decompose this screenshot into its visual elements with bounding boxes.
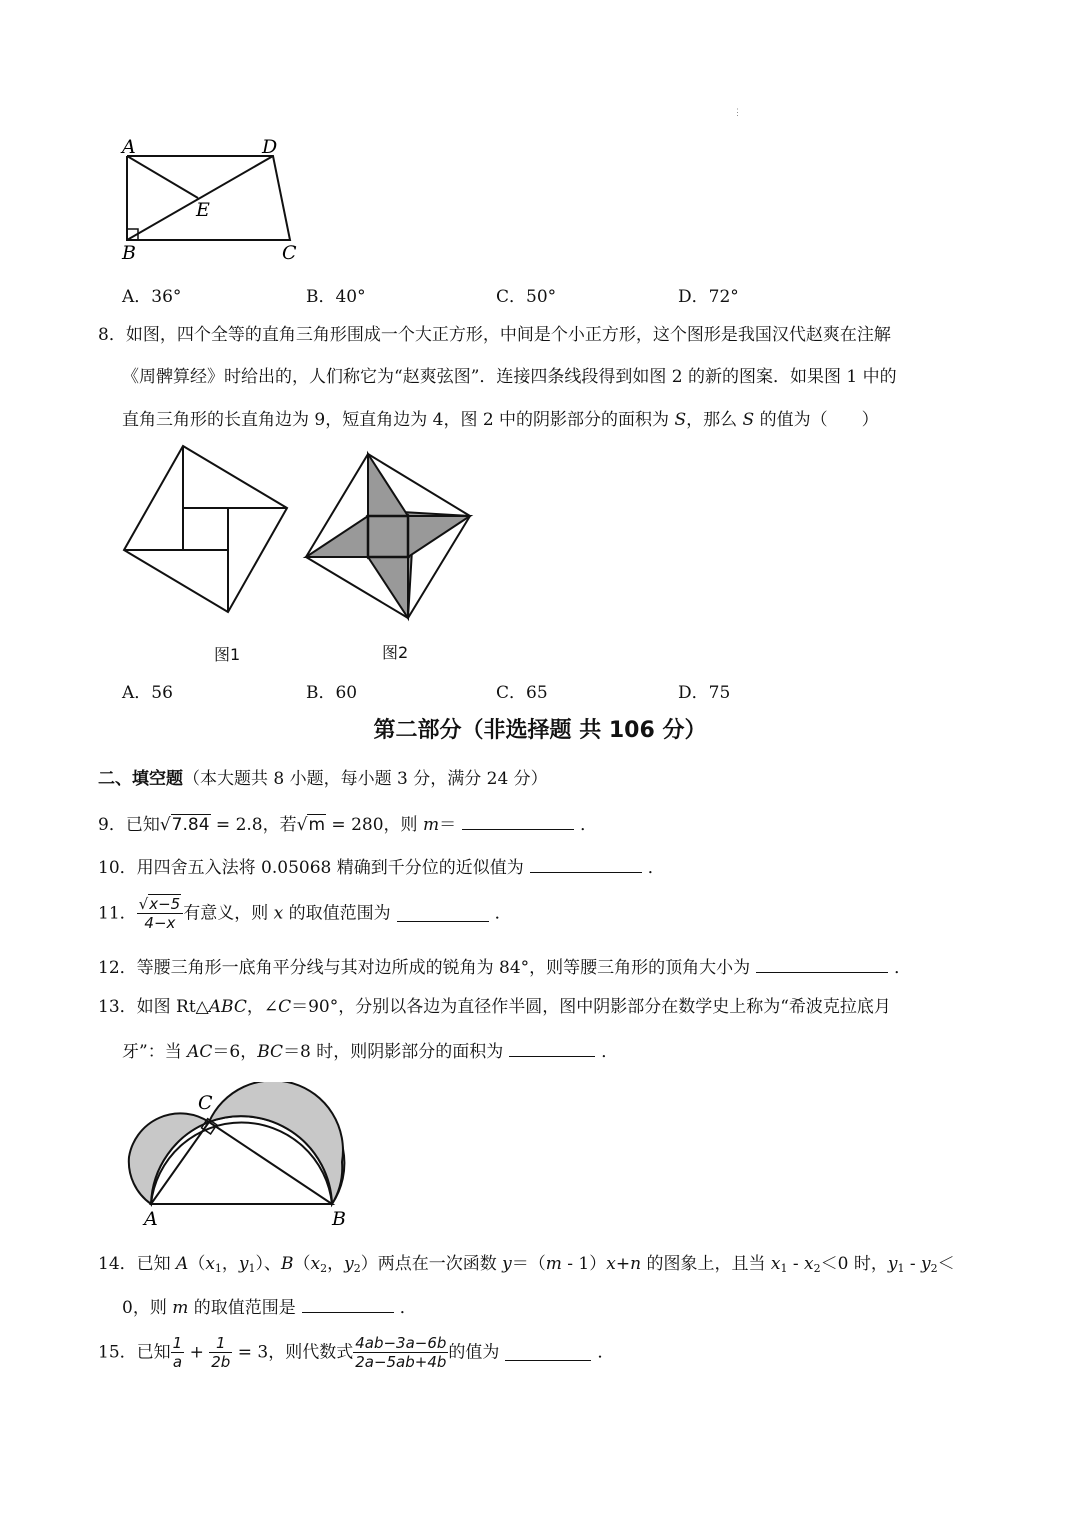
q14-line2-a: 0，则 <box>122 1298 173 1318</box>
q14-line-2 <box>122 1296 417 1318</box>
q8-option-a: A．56 <box>122 683 173 703</box>
q7-option-d: D．72° <box>678 287 739 307</box>
top-mark: ⋮ <box>733 108 742 118</box>
q10-end: ． <box>647 858 665 878</box>
q14-p5: ＝（ <box>511 1254 546 1274</box>
q14-cs1: 1 <box>780 1262 788 1275</box>
q11-numerator: √x−5 <box>137 895 184 914</box>
q8-line-1: 8．如图，四个全等的直角三角形围成一个大正方形，中间是个小正方形，这个图形是我国汉代赵爽在注解 <box>98 325 891 345</box>
q11-end: ． <box>494 903 512 924</box>
q14-s2: 2 <box>320 1262 328 1275</box>
q9-mid: = 2.8，若 <box>210 815 297 835</box>
q13-line2c: ＝8 时，则阴影部分的面积为 <box>283 1042 504 1062</box>
q15-end: ． <box>597 1342 615 1363</box>
q15-f1n: 1 <box>172 1334 183 1352</box>
q14-y2: y <box>344 1254 354 1274</box>
q15-fraction-2 <box>209 1334 232 1371</box>
q10-text: 10．用四舍五入法将 0.05068 精确到千分位的近似值为 <box>98 858 524 878</box>
q7-label-e: E <box>196 199 210 221</box>
q14-p6: - 1） <box>561 1254 607 1274</box>
fig1-outer-square <box>124 446 287 612</box>
q11-text-a: 有意义，则 <box>183 903 274 924</box>
q14-comma: ， <box>221 1254 239 1274</box>
q13-bc: BC <box>257 1042 284 1062</box>
q7-label-c: C <box>282 242 297 264</box>
q12 <box>98 956 911 978</box>
q14-p11: - <box>904 1254 922 1274</box>
q13-abc: ABC <box>208 997 247 1017</box>
q13-line2a: 牙”：当 <box>122 1042 188 1062</box>
q11 <box>98 895 512 932</box>
q14-p7: + <box>615 1254 631 1274</box>
q14-p1: （ <box>188 1254 206 1274</box>
q15-f2n: 1 <box>209 1334 232 1353</box>
q8-line-3 <box>122 410 879 430</box>
q11-text-b: 的取值范围为 <box>283 903 391 924</box>
q13-end: ． <box>601 1042 619 1062</box>
q14-p3: （ <box>293 1254 311 1274</box>
q9-var: m <box>422 815 440 835</box>
q9-eq: ＝ <box>439 815 457 835</box>
q8-line-3a: 直角三角形的长直角边为 9，短直角边为 4，图 2 中的阴影部分的面积为 <box>122 410 675 430</box>
q10 <box>98 856 665 878</box>
q8-fig1-caption: 图1 <box>214 645 241 664</box>
q8-option-b: B．60 <box>306 683 358 703</box>
q13-line1c: ＝90°，分别以各边为直径作半圆，图中阴影部分在数学史上称为“希波克拉底月 <box>291 997 891 1017</box>
q7-trapezoid <box>127 156 290 240</box>
q14-p8: 的图象上，且当 <box>641 1254 771 1274</box>
q12-text: 12．等腰三角形一底角平分线与其对边所成的锐角为 84°，则等腰三角形的顶角大小为 <box>98 958 751 978</box>
q14-cys2: 2 <box>930 1262 938 1275</box>
q11-answer-blank[interactable] <box>397 905 489 922</box>
q9-sqrt-1: √7.84 <box>159 815 210 835</box>
q8-var-s: S <box>674 410 687 430</box>
q15-f3n: 4ab−3a−6b <box>355 1334 447 1352</box>
q13-ac: AC <box>187 1042 213 1062</box>
q7-diag-ae <box>127 156 198 198</box>
q14-p10: ＜0 时， <box>820 1254 888 1274</box>
q14-p9: - <box>787 1254 805 1274</box>
q11-var: x <box>273 903 284 924</box>
q8-line-3b: ，那么 <box>686 410 743 430</box>
q12-end: ． <box>894 958 912 978</box>
q14-cx1: x <box>770 1254 781 1274</box>
q9-answer-blank[interactable] <box>462 813 574 830</box>
q11-prefix: 11． <box>98 903 137 924</box>
section2-heading-label: 二、填空题 <box>98 769 183 789</box>
q14-p4: ）两点在一次函数 <box>360 1254 503 1274</box>
q9-prefix: 9．已知 <box>98 815 160 835</box>
q14-cy1: y <box>887 1254 898 1274</box>
q9-radicand-1: 7.84 <box>171 815 210 835</box>
q14-x1: x <box>205 1254 215 1274</box>
q15-f2d: 2b <box>211 1353 231 1371</box>
q7-label-b: B <box>122 242 136 264</box>
q9-radicand-2: m <box>308 815 326 835</box>
q13-line-1 <box>98 997 891 1017</box>
q13-answer-blank[interactable] <box>509 1040 595 1057</box>
q15-f3d: 2a−5ab+4b <box>355 1353 447 1371</box>
q14-line1-a: 14．已知 <box>98 1254 177 1274</box>
q7-option-b: B．40° <box>306 287 366 307</box>
q11-num-radicand: x−5 <box>149 895 181 913</box>
q14-x2: x <box>310 1254 321 1274</box>
q13-label-c: C <box>198 1092 213 1114</box>
q14-cy2: y <box>921 1254 931 1274</box>
q13-line1a: 13．如图 Rt△ <box>98 997 209 1017</box>
q14-end: ． <box>399 1298 417 1318</box>
q8-var-s2: S <box>742 410 755 430</box>
q14-line2-b: 的取值范围是 <box>188 1298 296 1318</box>
q8-option-d: D．75 <box>678 683 731 703</box>
q15-tail: 的值为 <box>448 1342 500 1363</box>
section2-note: （本大题共 8 小题，每小题 3 分，满分 24 分） <box>183 769 548 789</box>
q14-mv: m <box>545 1254 562 1274</box>
q9 <box>98 813 597 835</box>
q15-prefix: 15．已知 <box>98 1342 171 1363</box>
q14-yv: y <box>502 1254 512 1274</box>
q15 <box>98 1334 614 1371</box>
q9-end: ． <box>580 815 598 835</box>
q15-answer-blank[interactable] <box>505 1344 591 1361</box>
fig2-inner-square <box>368 516 408 557</box>
q7-option-c: C．50° <box>496 287 557 307</box>
q13-c: C <box>278 997 292 1017</box>
q14-s2b: 2 <box>353 1262 361 1275</box>
q8-figure-1 <box>118 442 293 617</box>
q14-answer-blank[interactable] <box>302 1296 394 1313</box>
q13-figure <box>120 1082 360 1230</box>
q14-xv: x <box>606 1254 616 1274</box>
q8-option-c: C．65 <box>496 683 548 703</box>
part2-title: 第二部分（非选择题 共 106 分） <box>373 718 707 743</box>
q14-line-1 <box>98 1254 955 1279</box>
q15-eq: = 3，则代数式 <box>232 1342 354 1363</box>
q11-fraction <box>137 895 184 932</box>
q7-label-a: A <box>122 136 136 158</box>
q14-cx2: x <box>804 1254 814 1274</box>
q14-p2: ）、 <box>255 1254 282 1274</box>
q7-option-a: A．36° <box>122 287 182 307</box>
q10-answer-blank[interactable] <box>530 856 642 873</box>
q7-figure <box>110 130 310 265</box>
q8-line-3c: 的值为（ ） <box>754 410 879 430</box>
q14-cs2: 2 <box>813 1262 821 1275</box>
q13-line1b: ，∠ <box>246 997 279 1017</box>
q14-nv: n <box>630 1254 642 1274</box>
q14-s1: 1 <box>214 1262 222 1275</box>
q8-figure-2 <box>302 450 477 625</box>
q15-fraction-3 <box>353 1334 448 1371</box>
q14-cys1: 1 <box>897 1262 905 1275</box>
q13-label-a: A <box>144 1208 158 1230</box>
q11-denominator: 4−x <box>144 914 176 932</box>
q12-answer-blank[interactable] <box>756 956 888 973</box>
q9-sqrt-2: √m <box>296 815 326 835</box>
q13-line-2 <box>122 1040 618 1062</box>
q13-line2b: ＝6， <box>212 1042 258 1062</box>
q14-A: A <box>176 1254 189 1274</box>
q14-comma2: ， <box>327 1254 345 1274</box>
q14-y1: y <box>238 1254 249 1274</box>
q8-line-2: 《周髀算经》时给出的，人们称它为“赵爽弦图”．连接四条线段得到如图 2 的新的图案．如果图 1 中的 <box>122 367 897 387</box>
q15-fraction-1 <box>171 1334 185 1371</box>
q14-s1b: 1 <box>248 1262 256 1275</box>
q13-label-b: B <box>332 1208 346 1230</box>
q7-label-d: D <box>262 136 278 158</box>
q14-B: B <box>281 1254 294 1274</box>
q14-m: m <box>172 1298 189 1318</box>
q9-tail: = 280，则 <box>326 815 423 835</box>
q8-fig2-caption: 图2 <box>382 643 409 662</box>
q15-plus: + <box>184 1342 210 1363</box>
q15-f1d: a <box>172 1353 183 1371</box>
q14-p12: ＜ <box>937 1254 955 1274</box>
section2-heading <box>98 769 548 789</box>
